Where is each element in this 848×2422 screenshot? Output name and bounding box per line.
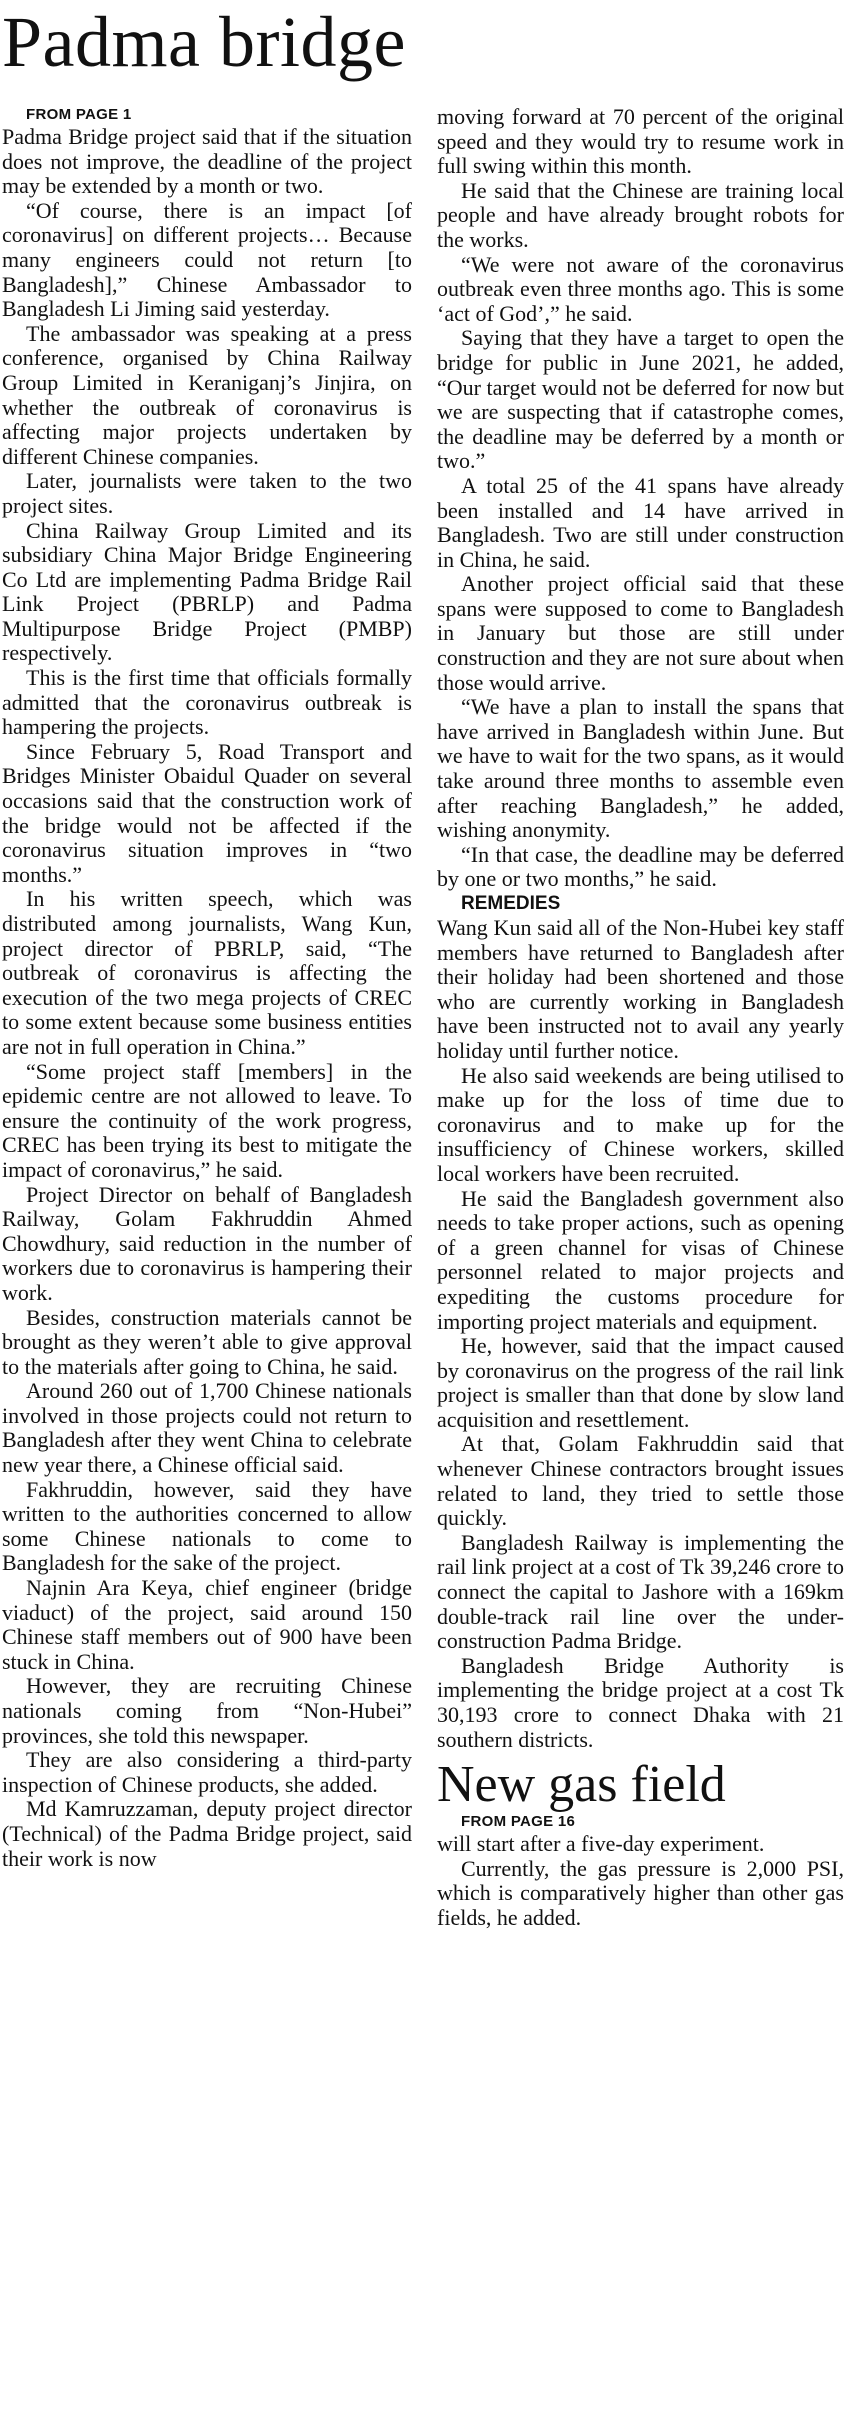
paragraph: Md Kamruzzaman, deputy project director (Technical) of the Padma Bridge project, said their work is now xyxy=(2,1796,412,1871)
paragraph: Project Director on behalf of Bangladesh Railway, Golam Fakhruddin Ahmed Chowdhury, said reduction in the number of workers due to coronavirus is hampering their work. xyxy=(2,1181,412,1305)
paragraph: “We were not aware of the coronavirus outbreak even three months ago. This is some ‘act of God’,” he said. xyxy=(437,251,844,326)
paragraph: Another project official said that these spans were supposed to come to Bangladesh in January but those are still under construction and they are not sure about when those would arrive. xyxy=(437,571,844,695)
paragraph: He also said weekends are being utilised to make up for the loss of time due to coronavirus and to make up for the insufficiency of Chinese workers, skilled local workers have been recruited. xyxy=(437,1062,844,1186)
paragraph: Bangladesh Bridge Authority is implementing the bridge project at a cost Tk 30,193 crore to connect Dhaka with 21 southern districts. xyxy=(437,1652,844,1752)
paragraph: Padma Bridge project said that if the situation does not improve, the deadline of the project may be extended by a month or two. xyxy=(2,124,412,199)
paragraph: “In that case, the deadline may be deferred by one or two months,” he said. xyxy=(437,841,844,892)
paragraph: Bangladesh Railway is implementing the rail link project at a cost of Tk 39,246 crore to connect the capital to Jashore with a 169km double-track rail line over the under-construction Padma Bridge. xyxy=(437,1529,844,1654)
paragraph: Fakhruddin, however, said they have written to the authorities concerned to allow some Chinese nationals to come to Bangladesh for the sake of the project. xyxy=(2,1476,412,1576)
paragraph: Najnin Ara Keya, chief engineer (bridge viaduct) of the project, said around 150 Chinese staff members out of 900 have been stuck in China. xyxy=(2,1575,412,1674)
headline: Padma bridge xyxy=(2,2,406,82)
second-story-jump-line: FROM PAGE 16 xyxy=(461,1813,576,1831)
paragraph: moving forward at 70 percent of the original speed and they would try to resume work in full swing within this month. xyxy=(437,104,844,179)
second-story-headline: New gas field xyxy=(437,1756,726,1814)
column-right xyxy=(437,105,844,1931)
jump-line: FROM PAGE 1 xyxy=(26,106,132,123)
paragraph: At that, Golam Fakhruddin said that whenever Chinese contractors brought issues related to land, they tried to settle those quickly. xyxy=(437,1431,844,1531)
paragraph: He, however, said that the impact caused by coronavirus on the progress of the rail link project is smaller than that done by slow land acquisition and resettlement. xyxy=(437,1333,844,1432)
paragraph: Besides, construction materials cannot be brought as they weren’t able to give approval to the materials after going to China, he said. xyxy=(2,1304,412,1379)
paragraph: However, they are recruiting Chinese nationals coming from “Non-Hubei” provinces, she told this newspaper. xyxy=(2,1673,412,1748)
paragraph: “Of course, there is an impact [of coronavirus] on different projects… Because many engineers could not return [to Bangladesh],” Chinese Ambassador to Bangladesh Li Jiming said yesterday. xyxy=(2,197,412,322)
paragraph: The ambassador was speaking at a press conference, organised by China Railway Group Limited in Keraniganj’s Jinjira, on whether the outbreak of coronavirus is affecting major projects undertaken by different Chinese companies. xyxy=(2,320,412,469)
paragraph: Later, journalists were taken to the two project sites. xyxy=(2,468,412,518)
paragraph: Saying that they have a target to open the bridge for public in June 2021, he added, “Our target would not be deferred for now but we are suspecting that if catastrophe comes, the deadline may be deferred by a month or two.” xyxy=(437,325,844,474)
column-left xyxy=(2,105,412,1871)
paragraph: This is the first time that officials formally admitted that the coronavirus outbreak is hampering the projects. xyxy=(2,665,412,740)
paragraph: Around 260 out of 1,700 Chinese nationals involved in those projects could not return to Bangladesh after they went China to celebrate new year there, a Chinese official said. xyxy=(2,1378,412,1478)
paragraph: Wang Kun said all of the Non-Hubei key staff members have returned to Bangladesh after their holiday had been shortened and those who are currently working in Bangladesh have been instructed not to avail any yearly holiday until further notice. xyxy=(437,915,844,1063)
paragraph: He said that the Chinese are training local people and have already brought robots for the works. xyxy=(437,177,844,252)
paragraph: In his written speech, which was distributed among journalists, Wang Kun, project director of PBRLP, said, “The outbreak of coronavirus is affecting the execution of the two mega projects of CREC to some extent because some business entities are not in full operation in China.” xyxy=(2,886,412,1059)
paragraph: A total 25 of the 41 spans have already been installed and 14 have arrived in Bangladesh. Two are still under construction in China, he said. xyxy=(437,472,844,572)
paragraph: They are also considering a third-party inspection of Chinese products, she added. xyxy=(2,1747,412,1797)
paragraph: Currently, the gas pressure is 2,000 PSI, which is comparatively higher than other gas fields, he added. xyxy=(437,1855,844,1930)
paragraph: China Railway Group Limited and its subsidiary China Major Bridge Engineering Co Ltd are implementing Padma Bridge Rail Link Project (PBRLP) and Padma Multipurpose Bridge Project (PMBP) respectively. xyxy=(2,517,412,666)
paragraph: He said the Bangladesh government also needs to take proper actions, such as opening of a green channel for visas of Chinese personnel related to major projects and expediting the customs procedure for importing project materials and equipment. xyxy=(437,1185,844,1334)
paragraph: Since February 5, Road Transport and Bridges Minister Obaidul Quader on several occasions said that the construction work of the bridge would not be affected if the coronavirus situation improves in “two months.” xyxy=(2,738,412,887)
paragraph: will start after a five-day experiment. xyxy=(437,1831,765,1857)
paragraph: “Some project staff [members] in the epidemic centre are not allowed to leave. To ensure the continuity of the work progress, CREC has been trying its best to mitigate the impact of coronavirus,” he said. xyxy=(2,1058,412,1182)
subhead: REMEDIES xyxy=(461,893,561,914)
paragraph: “We have a plan to install the spans that have arrived in Bangladesh within June. But we have to wait for the two spans, as it would take around three months to assemble even after reaching Bangladesh,” he added, wishing anonymity. xyxy=(437,694,844,843)
